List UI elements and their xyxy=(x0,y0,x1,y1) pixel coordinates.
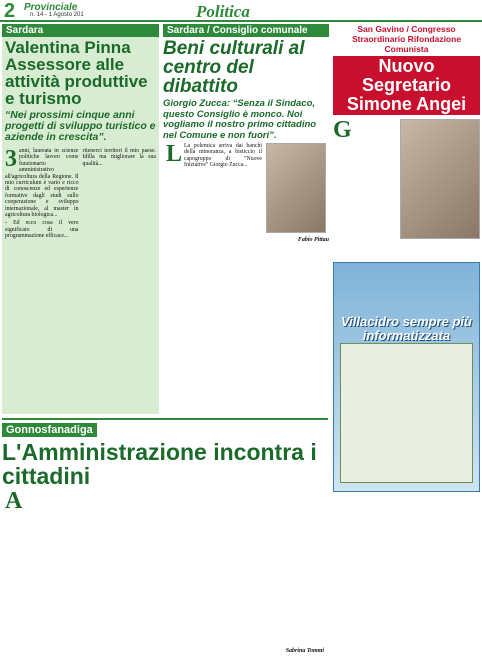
article-body: La polemica arriva dai banchi della minoranza, a bisticcio il capogruppo di "Nuove Iniziative" Giorgio Zucca... xyxy=(184,143,262,169)
villacidro-banner xyxy=(333,262,480,492)
article-kicker: Gonnosfanadiga xyxy=(2,423,97,437)
section-title: Politica xyxy=(196,2,250,21)
article-title: Beni culturali al centro del dibattito xyxy=(163,38,305,97)
article-title: Valentina Pinna Assessore alle attività produttive e turismo xyxy=(5,38,148,108)
drop-cap: 3 xyxy=(5,146,17,172)
photo-simone-angei xyxy=(400,119,480,239)
article-body-col2: ritenerci territori il mio paese. Idilla ma migliorare la sua qualità... xyxy=(82,148,156,167)
article-title: Nuovo Segretario Simone Angei xyxy=(333,56,480,115)
newspaper-logo: Provinciale xyxy=(24,2,78,13)
article-body: anni, laureata in scienze politiche lavoro come funzionario amministrativo all'agricoltura della Regione. Il mio curriculum è vario e ricco di conoscenze ed esperienze formative dagli studi sullo cooperazione e sviluppo internazionale, al master in agricoltura biologica... xyxy=(5,148,79,219)
article-question: - Ed ecco cosa il vero significato di una programmazione efficace... xyxy=(5,220,79,240)
article-byline: Sabrina Tommi xyxy=(285,648,324,654)
article-kicker: Sardara / Consiglio comunale xyxy=(163,24,329,37)
banner-map-image xyxy=(340,343,473,483)
drop-cap: G xyxy=(333,117,352,143)
article-subtitle: Giorgio Zucca: “Senza il Sindaco, questo Consiglio è monco. Noi vogliamo il nostro primo cittadino nel Comune e non fuori”. xyxy=(163,98,317,141)
article-kicker: Sardara xyxy=(2,24,159,37)
drop-cap: L xyxy=(166,141,183,167)
photo-giorgio-zucca xyxy=(266,143,326,233)
article-kicker: San Gavino / Congresso Straordinario Rifondazione Comunista xyxy=(351,24,462,54)
article-title: L'Amministrazione incontra i cittadini xyxy=(2,439,317,489)
page-number: 2 xyxy=(4,0,16,22)
article-subtitle: “Nei prossimi cinque anni progetti di sviluppo turistico e aziende in crescita”. xyxy=(5,109,156,143)
banner-title: Villacidro sempre più informatizzata xyxy=(340,314,472,343)
article-valentina-pinna xyxy=(2,24,159,414)
article-simone-angei xyxy=(333,24,480,259)
article-beni-culturali xyxy=(163,24,329,414)
article-amministrazione xyxy=(2,418,328,656)
issue-info: n. 14 - 1 Agosto 201 xyxy=(30,12,84,18)
drop-cap: A xyxy=(5,488,23,514)
page-header xyxy=(0,0,482,22)
article-byline: Fabio Pittau xyxy=(297,237,329,243)
article-villacidro xyxy=(333,262,480,656)
